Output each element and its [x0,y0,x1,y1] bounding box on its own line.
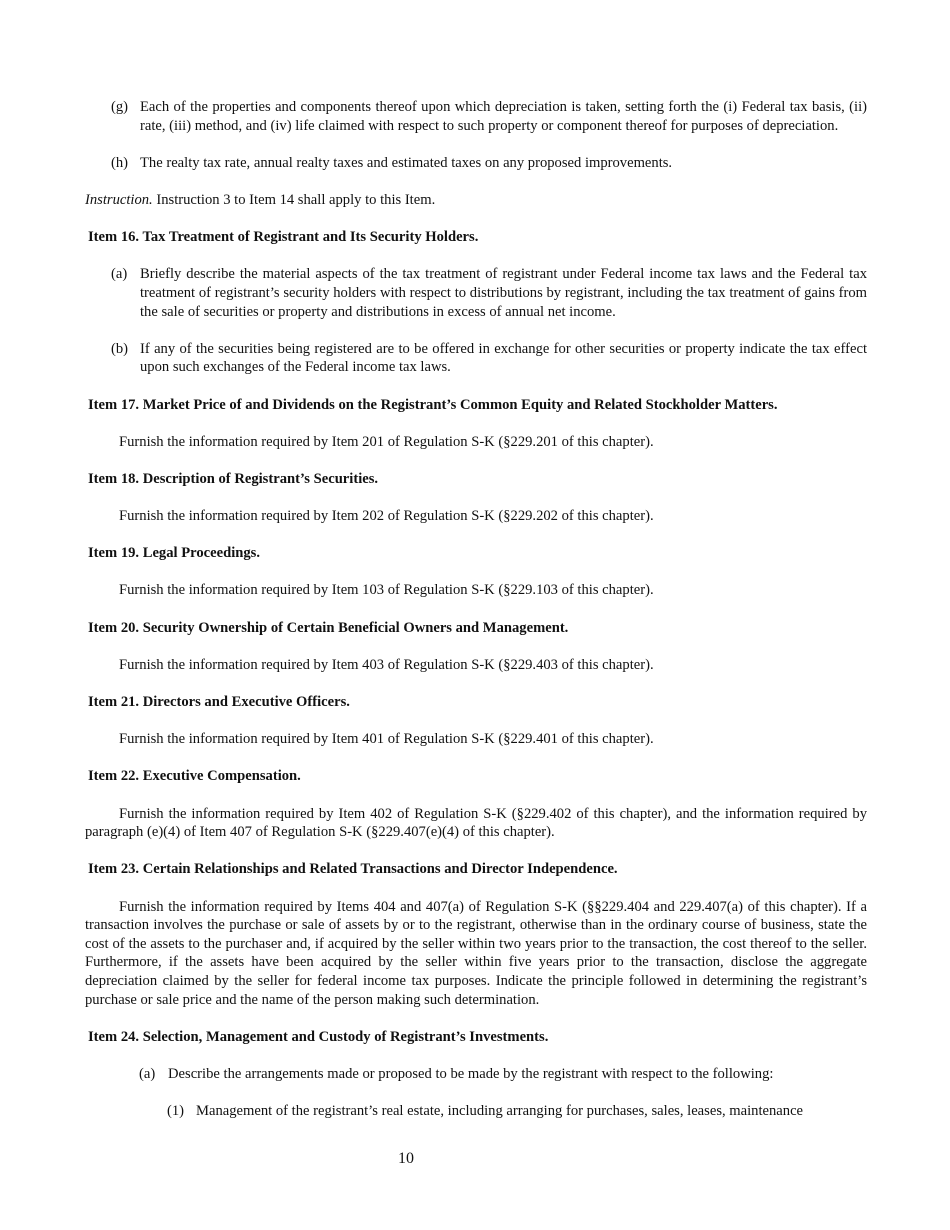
item24-a [85,1065,867,1084]
instruction-prefix: Instruction. [85,191,153,208]
item17-heading: Item 17. Market Price of and Dividends on the Registrant’s Common Equity and Related Stockholder Matters. [88,396,778,413]
instruction-text: Instruction 3 to Item 14 shall apply to this Item. [152,191,436,208]
list-label: (1) [167,1103,185,1120]
list-label: (g) [111,99,129,115]
item24-a1 [85,1102,867,1121]
item19-heading: Item 19. Legal Proceedings. [88,545,260,562]
list-item-g [85,98,867,135]
list-label: (a) [111,266,128,283]
item17-text: Furnish the information required by Item 201 of Regulation S-K (§229.201 of this chapter). [119,433,654,450]
item24-heading: Item 24. Selection, Management and Custody of Registrant’s Investments. [88,1028,549,1045]
item18-heading: Item 18. Description of Registrant’s Securities. [88,470,379,487]
list-label: (b) [111,340,129,357]
item18-text: Furnish the information required by Item 202 of Regulation S-K (§229.202 of this chapter). [119,508,654,525]
list-text: The realty tax rate, annual realty taxes and estimated taxes on any proposed improvements. [140,154,673,171]
list-text: Management of the registrant’s real estate, including arranging for purchases, sales, leases, maintenance [196,1103,804,1120]
item22-heading: Item 22. Executive Compensation. [88,768,301,785]
item23-text: Furnish the information required by Items 404 and 407(a) of Regulation S-K (§§229.404 and 229.407(a) of this chapter). If a transaction involves the purchase or sale of assets by or to the registrant, otherwise than in the ordinary course of business, state the cost of the assets to the purchaser and, if acquired by the seller within two years prior to the transaction, the cost thereof to the seller. Furthermore, if the assets have been acquired by the seller within five years prior to the transaction, disclose the aggregate depreciation claimed by the seller for federal income tax purposes. Indicate the principle followed in determining the registrant’s purchase or sale price and the name of the person making such determination. [85,898,867,1008]
document-page [85,98,867,1121]
item21-heading: Item 21. Directors and Executive Officers. [88,694,350,710]
item20-heading: Item 20. Security Ownership of Certain Beneficial Owners and Management. [88,619,569,636]
page-number: 10 [398,1150,414,1167]
item20-text: Furnish the information required by Item 403 of Regulation S-K (§229.403 of this chapter). [119,656,654,673]
item22-text: Furnish the information required by Item 402 of Regulation S-K (§229.402 of this chapter), and the information required by paragraph (e)(4) of Item 407 of Regulation S-K (§229.407(e)(4) of this chapter). [85,805,867,841]
list-label: (h) [111,154,129,171]
item23-heading: Item 23. Certain Relationships and Related Transactions and Director Independence. [88,861,618,878]
instruction-paragraph [85,191,867,210]
list-label: (a) [139,1065,156,1082]
item19-text: Furnish the information required by Item 103 of Regulation S-K (§229.103 of this chapter). [119,582,654,599]
list-text: Briefly describe the material aspects of the tax treatment of registrant under Federal income tax laws and the Federal tax treatment of registrant’s security holders with respect to distributions by registrant, including the tax treatment of gains from the sale of securities or property and distributions in excess of annual net income. [140,266,867,320]
list-item-h [85,154,867,173]
list-text: Each of the properties and components thereof upon which depreciation is taken, setting forth the (i) Federal tax basis, (ii) rate, (iii) method, and (iv) life claimed with respect to such property or component thereof for purposes of depreciation. [140,99,867,134]
item16-a [85,265,867,321]
list-text: Describe the arrangements made or proposed to be made by the registrant with respect to the following: [168,1065,774,1082]
item21-text: Furnish the information required by Item 401 of Regulation S-K (§229.401 of this chapter). [119,731,654,748]
item16-b [85,340,867,377]
list-text: If any of the securities being registered are to be offered in exchange for other securities or property indicate the tax effect upon such exchanges of the Federal income tax laws. [140,340,867,376]
item16-heading: Item 16. Tax Treatment of Registrant and Its Security Holders. [88,229,479,246]
